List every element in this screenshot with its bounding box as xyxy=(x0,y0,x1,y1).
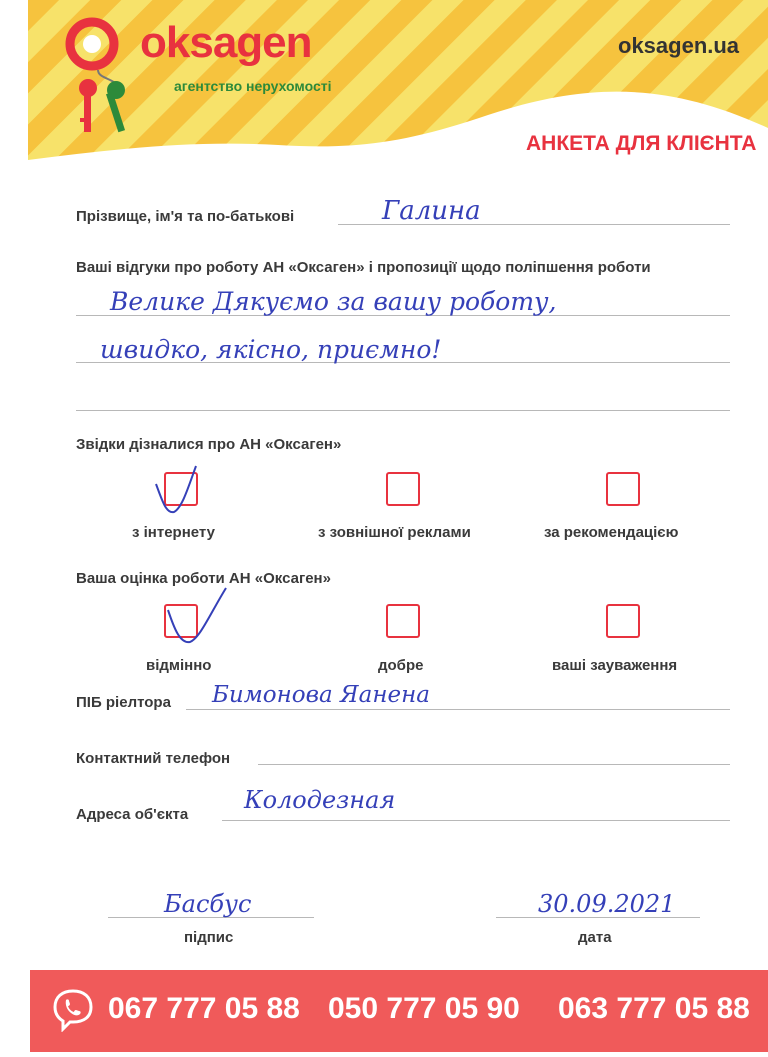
footer-bar xyxy=(30,970,768,1052)
phone-line xyxy=(258,764,730,765)
date-value[interactable]: 30.09.2021 xyxy=(538,890,676,918)
rating-excellent-label: відмінно xyxy=(146,657,212,674)
signature-label: підпис xyxy=(184,929,234,946)
feedback-label: Ваші відгуки про роботу АН «Оксаген» і пропозиції щодо поліпшення роботи xyxy=(76,259,651,276)
realtor-label: ПІБ ріелтора xyxy=(76,694,171,711)
feedback-text-line-1[interactable]: Велике Дякуємо за вашу роботу, xyxy=(110,287,557,316)
header-banner xyxy=(28,0,768,175)
viber-phone-icon xyxy=(52,988,94,1032)
name-label: Прізвище, ім'я та по-батькові xyxy=(76,208,295,225)
rating-excellent-check-icon xyxy=(160,584,230,654)
rating-remarks-label: ваші зауваження xyxy=(552,657,678,674)
phone-number-3[interactable]: 063 777 05 88 xyxy=(558,992,750,1025)
signature-value[interactable]: Басбус xyxy=(164,890,252,918)
address-value[interactable]: Колодезная xyxy=(244,786,396,814)
site-url[interactable]: oksagen.ua xyxy=(618,33,740,58)
realtor-line xyxy=(186,709,730,710)
feedback-text-line-2[interactable]: швидко, якісно, приємно! xyxy=(100,335,442,364)
rating-remarks-checkbox[interactable] xyxy=(606,604,640,638)
phone-number-2[interactable]: 050 777 05 90 xyxy=(328,992,520,1025)
source-label: Звідки дізналися про АН «Оксаген» xyxy=(76,436,342,453)
source-internet-check-icon xyxy=(148,460,208,520)
realtor-value[interactable]: Бимонова Яанена xyxy=(212,682,430,708)
source-recommendation-checkbox[interactable] xyxy=(606,472,640,506)
source-outdoor-ads-label: з зовнішної реклами xyxy=(318,524,471,541)
rating-good-checkbox[interactable] xyxy=(386,604,420,638)
form-title: АНКЕТА ДЛЯ КЛІЄНТА xyxy=(526,132,757,155)
phone-label: Контактний телефон xyxy=(76,750,231,767)
date-label: дата xyxy=(578,929,612,946)
phone-number-1[interactable]: 067 777 05 88 xyxy=(108,992,300,1025)
source-recommendation-label: за рекомендацією xyxy=(544,524,679,541)
source-outdoor-ads-checkbox[interactable] xyxy=(386,472,420,506)
rating-good-label: добре xyxy=(378,657,424,674)
source-internet-label: з інтернету xyxy=(132,524,215,541)
name-value[interactable]: Галина xyxy=(382,196,481,226)
feedback-line-3 xyxy=(76,410,730,411)
logo-tagline: агентство нерухомості xyxy=(174,78,332,94)
address-line xyxy=(222,820,730,821)
logo-text: oksagen xyxy=(140,18,312,67)
rating-label: Ваша оцінка роботи АН «Оксаген» xyxy=(76,570,331,587)
address-label: Адреса об'єкта xyxy=(76,806,189,823)
